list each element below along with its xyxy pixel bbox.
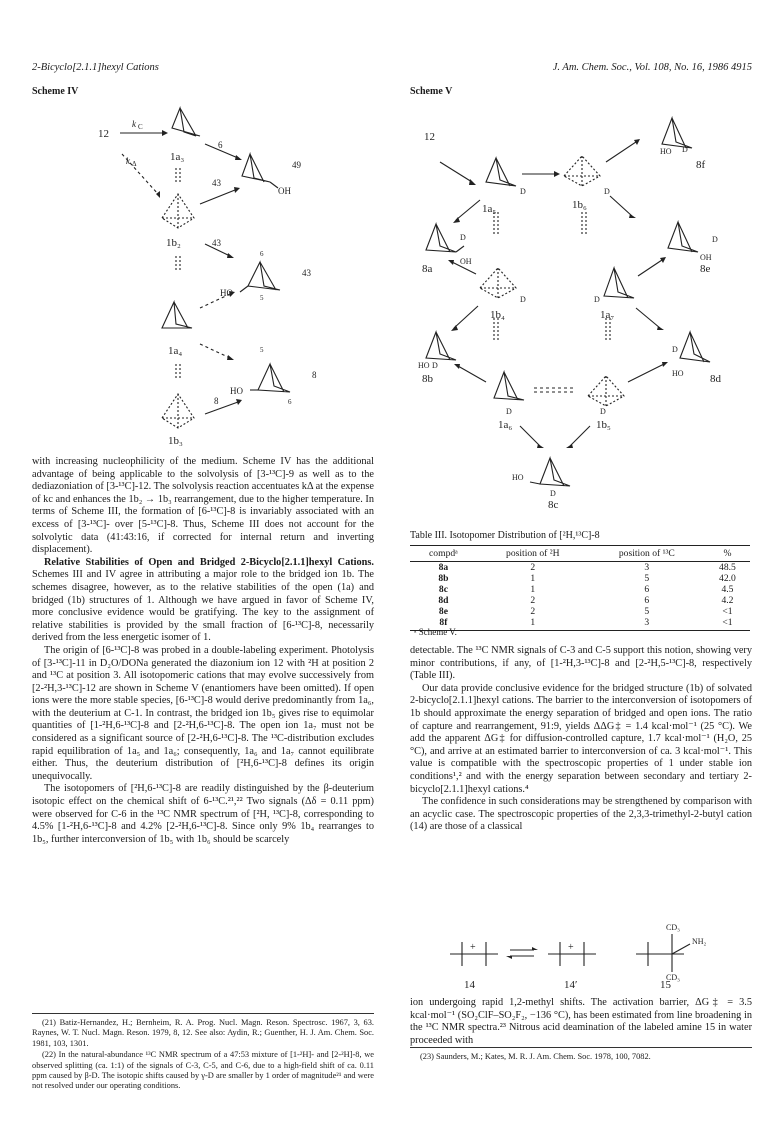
label-d-1a5: D <box>520 187 526 196</box>
label-1a6: 1a₆ <box>498 419 513 431</box>
footnote-21: (21) Batiz-Hernandez, H.; Bernheim, R. A. Prog. Nucl. Magn. Reson. Spectrosc. 1967, 3, 63. Raynes, W. T. Nucl. Magn. Reson. 1979, 8, 12. See also: Aydin, R.; Guenther, H. J. Am. Chem. Soc. 1981, 103, 1301. <box>32 1018 374 1048</box>
label-ho-2: HO <box>230 386 243 396</box>
cell-percent: 42.0 <box>719 573 736 584</box>
cell-pos-c: 6 <box>644 584 650 595</box>
product-alcohol-c <box>258 364 290 392</box>
col-header: position of ²H <box>477 546 589 562</box>
label-d-1a6: D <box>506 407 512 416</box>
cell-compd: 8d <box>438 595 449 606</box>
cell-pos-h: 2 <box>530 562 536 573</box>
value-6: 6 <box>218 140 223 150</box>
cell-compd: 8f <box>410 617 477 631</box>
label-d-8a: D <box>460 233 466 242</box>
cell-pos-h: 1 <box>530 584 536 595</box>
label-8f: 8f <box>696 159 706 171</box>
structures-14-15-svg <box>440 914 740 992</box>
label-1b2: 1b₂ <box>166 237 181 249</box>
ion-1b2-structure <box>162 194 194 228</box>
label-kd-sub: Δ <box>132 160 137 168</box>
label-cd3-top: CD₃ <box>666 923 680 932</box>
product-8d-structure <box>680 332 710 362</box>
col-header: % <box>705 546 750 562</box>
ion-1a4-structure <box>162 302 192 328</box>
cation-dot-14: + <box>470 942 476 953</box>
right-paragraph-4: ion undergoing rapid 1,2-methyl shifts. The activation barrier, ΔG‡ = 3.5 kcal·mol⁻¹ (SO₂ClF–SO₂F₂, −136 °C), has been estimated from line broadening in the ¹³C NMR spectra.²³ Nitrous acid deamination of the labeled amine 15 in water proceeded with <box>410 997 752 1046</box>
cell-pos-c: 5 <box>644 573 650 584</box>
label-kd: k <box>126 156 130 166</box>
label-1b6: 1b₆ <box>572 199 587 211</box>
label-kc: k <box>132 119 136 129</box>
label-cd3-bottom: CD₃ <box>666 973 680 982</box>
cell-percent: <1 <box>722 606 733 617</box>
pos-6b: 6 <box>288 398 292 406</box>
product-alcohol-b <box>248 262 280 290</box>
scheme-iv-svg <box>80 96 380 446</box>
product-alcohol-a <box>242 154 270 182</box>
table-row <box>410 595 750 606</box>
paragraph-2-heading: Relative Stabilities of Open and Bridged 2-Bicyclo[2.1.1]hexyl Cations. <box>44 556 374 568</box>
label-ho-8c: HO <box>512 473 524 482</box>
table-header-row <box>410 546 750 562</box>
label-d-1b6: D <box>604 187 610 196</box>
ion-1a3-structure <box>172 108 200 136</box>
ion-1a7-structure <box>604 268 634 298</box>
label-8a: 8a <box>422 263 433 275</box>
product-8b-structure <box>426 332 456 360</box>
label-12: 12 <box>98 128 109 140</box>
product-8c-structure <box>540 458 570 486</box>
scheme-iv-title: Scheme IV <box>32 86 79 97</box>
col-header: compdᵃ <box>410 546 477 562</box>
ion-1b6-structure <box>564 156 600 186</box>
product-8e-structure <box>668 222 698 252</box>
table-row <box>410 562 750 574</box>
left-footnotes <box>32 1018 374 1093</box>
scheme-iv-diagram <box>80 96 380 446</box>
scheme-v-title: Scheme V <box>410 86 453 97</box>
label-kc-sub: C <box>138 123 143 131</box>
cell-pos-c: 3 <box>644 562 650 573</box>
label-d-1b5: D <box>600 407 606 416</box>
cell-pos-h: 2 <box>530 595 536 606</box>
running-header-journal: J. Am. Chem. Soc., Vol. 108, No. 16, 1986 4915 <box>552 62 752 73</box>
label-d-1b4: D <box>520 295 526 304</box>
pos-6a: 6 <box>260 250 264 258</box>
label-1b4: 1b₄ <box>490 309 505 321</box>
label-1a5: 1a₅ <box>482 203 497 215</box>
paragraph-1: with increasing nucleophilicity of the medium. Scheme IV has the additional advantage of being applicable to the solvolysis of [3-¹³C]-9 as well as to the dediazoniation of [3-¹³C]-12. The solvolysis reaction accentuates kΔ at the expense of kc and enhances the 1b₂ → 1b₃ rearrangement, due to the higher temperature. In terms of Scheme III, the formation of [6-¹³C]-8 is invariably associated with an excess of [3-¹³C]- over [5-¹³C]-8. Thus, Scheme III does not account for the solvolytic data (41:43:16, if corrected for internal return and inverting displacement). <box>32 456 374 556</box>
cell-percent: 4.5 <box>721 584 734 595</box>
cell-compd: 8b <box>438 573 449 584</box>
table-row <box>410 573 750 584</box>
label-8c: 8c <box>548 499 559 511</box>
paragraph-4: The isotopomers of [²H,6-¹³C]-8 are readily distinguished by the β-deuterium isotopic effect on the chemical shift of 6-¹³C.²¹,²² Two signals (Δδ = 0.11 ppm) were observed for C-6 in the ¹³C NMR spectrum of [²H, ¹³C]-8, corresponding to 4.5% [1-²H,6-¹³C]-8 and 4.2% [2-²H,6-¹³C]-8. Since only 9% 1b₄ rearranges to 1b₅, further interconversion of 1b₅ with 1b₆ should be scarcely <box>32 783 374 845</box>
paragraph-2-body: Schemes III and IV agree in attributing a major role to the bridged ion 1b. The schemes disagree, however, as to the relative stabilities of the open (1a) and bridged (1b) structures of 1. Although we have argued in favor of Scheme IV, more conclusive evidence would be gratifying. The key to the assignment of relative stabilities is provided by the small fraction of [6-¹³C]-8, necessarily derived from the less energetic isomer of 1. <box>32 569 374 644</box>
right-column-text <box>410 645 752 834</box>
label-ho-8b: HO <box>418 361 430 370</box>
scheme-v-svg <box>410 96 750 516</box>
col-header: position of ¹³C <box>589 546 705 562</box>
right-paragraph-2: Our data provide conclusive evidence for the bridged structure (1b) of solvated 2-bicyclo[2.1.1]hexyl cations. The barrier to the interconversion of isotopomers of 1b should approximate the energy separation of bridged and open ions. The ratio of capture and rearrangement, 91:9, yields ΔΔG‡ = 1.4 kcal·mol⁻¹ (25 °C). We add the apparent ΔG‡ for diffusion-controlled capture, 1.7 kcal·mol⁻¹ (H₂O, 25 °C), and arrive at an estimated barrier to interconversion of ca. 3 kcal·mol⁻¹. This value is compatible with the spectroscopic properties of 1 under stable ion conditions¹,² and with the energy separation between secondary and tertiary 2-bicyclo[2.1.1]hexyl cations.⁴ <box>410 682 752 795</box>
label-d-8c: D <box>550 489 556 498</box>
label-1a4: 1a₄ <box>168 345 183 357</box>
value-49: 49 <box>292 160 301 170</box>
label-1b3: 1b₃ <box>168 435 183 446</box>
ion-1b5-structure <box>588 376 624 406</box>
right-footnotes <box>410 1052 752 1063</box>
right-paragraph-1: detectable. The ¹³C NMR signals of C-3 and C-5 support this notion, showing very minor contributions, if any, of [1-²H,3-¹³C]-8 and [2-²H,5-¹³C]-8, respectively (Table III). <box>410 645 752 682</box>
table-title: Table III. Isotopomer Distribution of [²H,¹³C]-8 <box>410 530 600 541</box>
ion-1b4-structure <box>480 268 516 298</box>
pos-5b: 5 <box>260 346 264 354</box>
ion-1a5-structure <box>486 158 516 186</box>
label-oh-8a: OH <box>460 257 472 266</box>
isotopomer-table <box>410 545 750 631</box>
label-d-8e: D <box>712 235 718 244</box>
table-row <box>410 617 750 631</box>
product-8a-structure <box>426 224 456 252</box>
label-15: 15 <box>660 979 671 991</box>
footnote-divider-left <box>32 1013 374 1014</box>
table-row <box>410 606 750 617</box>
running-header-title: 2-Bicyclo[2.1.1]hexyl Cations <box>32 62 159 73</box>
label-d-8f: D <box>682 145 688 154</box>
cell-pos-h: 1 <box>477 617 589 631</box>
label-14-prime: 14′ <box>564 979 578 991</box>
label-8b: 8b <box>422 373 433 385</box>
paragraph-2 <box>32 557 374 645</box>
label-8e: 8e <box>700 263 711 275</box>
left-column-text <box>32 456 374 846</box>
structures-14-15 <box>440 914 740 992</box>
label-ho-8f: HO <box>660 147 672 156</box>
cell-pos-h: 1 <box>530 573 536 584</box>
label-ho-8d: HO <box>672 369 684 378</box>
value-43b: 43 <box>212 238 221 248</box>
cell-compd: 8a <box>438 562 449 573</box>
label-ho: HO <box>220 288 233 298</box>
pos-5a: 5 <box>260 294 264 302</box>
table-row <box>410 584 750 595</box>
ion-1a6-structure <box>494 372 524 400</box>
cell-pos-h: 2 <box>530 606 536 617</box>
label-oh-8e: OH <box>700 253 712 262</box>
label-d-1a7: D <box>594 295 600 304</box>
right-paragraph-3: The confidence in such considerations may be strengthened by comparison with an acyclic case. The spectroscopic properties of the 2,3,3-trimethyl-2-butyl cation (14) are those of a classical <box>410 796 752 833</box>
label-1a7: 1a₇ <box>600 309 615 321</box>
product-8f-structure <box>662 118 692 148</box>
cell-pos-c: 5 <box>644 606 650 617</box>
label-1b5: 1b₅ <box>596 419 611 431</box>
cell-pos-c: 6 <box>644 595 650 606</box>
value-8b: 8 <box>214 396 219 406</box>
cell-percent: <1 <box>705 617 750 631</box>
cell-percent: 4.2 <box>721 595 734 606</box>
table-footnote: ᵃ Scheme V. <box>414 627 457 637</box>
label-14: 14 <box>464 979 475 991</box>
footnote-23: (23) Saunders, M.; Kates, M. R. J. Am. Chem. Soc. 1978, 100, 7082. <box>420 1052 651 1061</box>
cell-compd: 8c <box>438 584 448 595</box>
cell-pos-c: 3 <box>589 617 705 631</box>
label-oh: OH <box>278 186 291 196</box>
value-8a: 8 <box>312 370 317 380</box>
label-8d: 8d <box>710 373 721 385</box>
scheme-v-diagram <box>410 96 750 516</box>
footnote-divider-right <box>410 1047 752 1048</box>
right-column-text-bottom <box>410 997 752 1047</box>
label-nh2: NH₂ <box>692 937 707 946</box>
footnote-22: (22) In the natural-abundance ¹³C NMR spectrum of a 47:53 mixture of [1-²H]- and [2-²H]-8, we observed splitting (ca. 1:1) of the signals of C-3, C-5, and C-6, due to a high-field shift of ca. 0.11 ppm caused by β-D. The isotopic shifts caused by γ-D are smaller by 1 order of magnitude²¹ and were not resolved under our operating conditions. <box>32 1050 374 1091</box>
label-1a3: 1a₃ <box>170 151 185 163</box>
paragraph-3: The origin of [6-¹³C]-8 was probed in a double-labeling experiment. Photolysis of [3-¹³C]-11 in D₂O/DONa generated the diazonium ion 12 with ²H at position 2 and ¹³C at position 3. All isotopomeric cations that may evolve successively from [2-²H,3-¹³C]-12 are shown in Scheme V (enantiomers have been omitted). If open ions were the more stable species, [6-¹³C]-8 would derive predominantly from 1a₆, with the deuterium at C-1. In contrast, the bridged ion 1b₅ gives rise to equimolar quantities of [1-²H,6-¹³C]-8 and [2-²H,6-¹³C]-8. The open ion 1a₇ must not be considered as a significant source of [2-²H,6-¹³C]-8. The ¹³C-distribution excludes rapid equilibration of 1a₅ and 1a₆; consequently, 1a₆ and 1a₇ cannot equilibrate either. Thus, the deuterium distribution of [²H,6-¹³C]-8 defines its origin unequivocally. <box>32 644 374 782</box>
cell-compd: 8e <box>438 606 448 617</box>
label-12: 12 <box>424 131 435 143</box>
ion-1b3-structure <box>162 394 194 428</box>
label-d-8d: D <box>672 345 678 354</box>
value-43a: 43 <box>212 178 221 188</box>
cation-dot-14p: + <box>568 942 574 953</box>
value-43c: 43 <box>302 268 311 278</box>
cell-percent: 48.5 <box>719 562 736 573</box>
label-d-8b: D <box>432 361 438 370</box>
